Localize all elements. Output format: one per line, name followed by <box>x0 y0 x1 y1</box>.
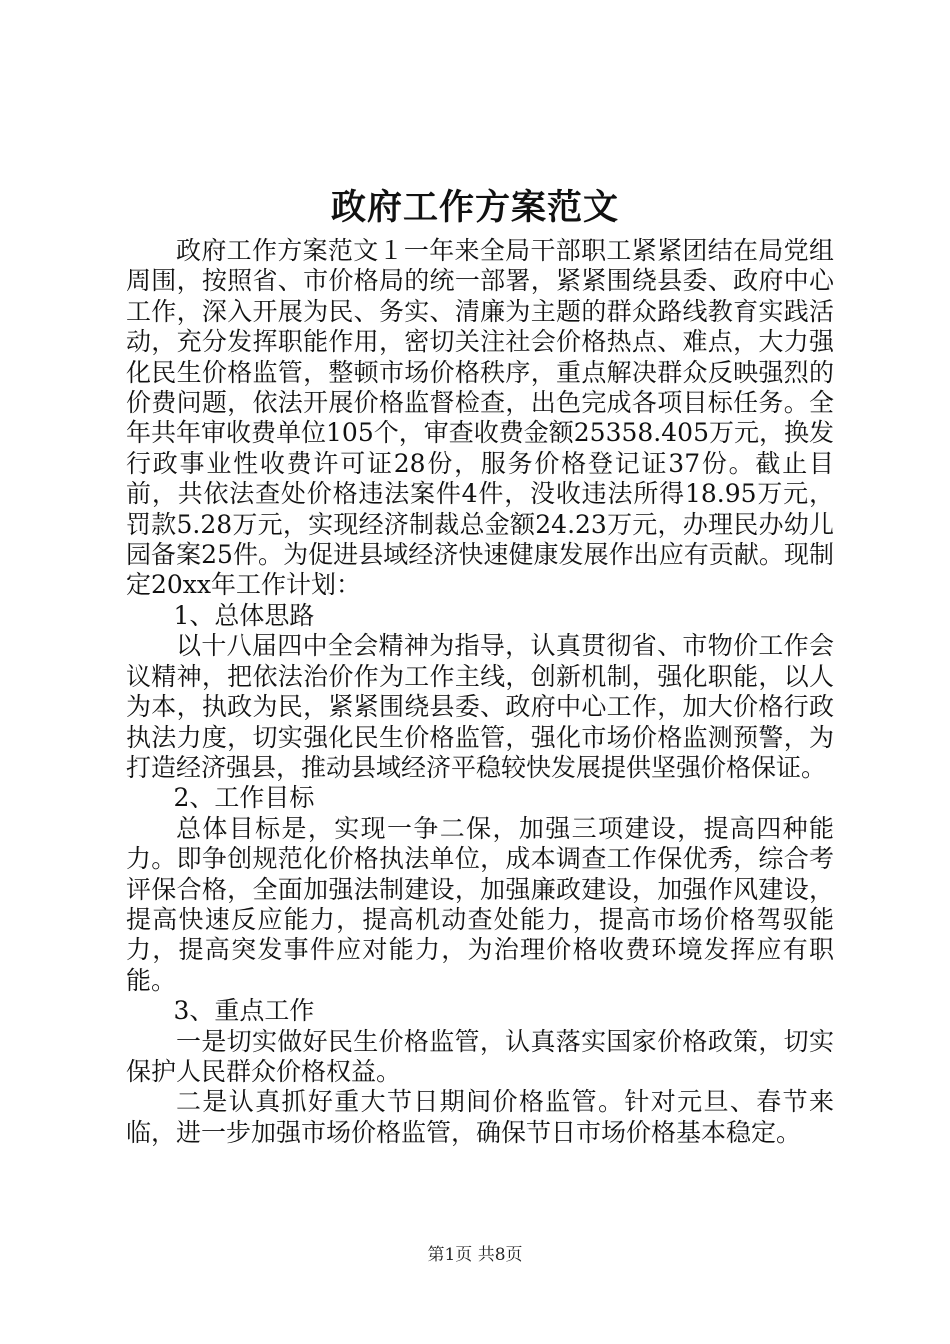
section-heading-work-goals: 2、工作目标 <box>173 783 315 813</box>
paragraph-key-work-1: 一是切实做好民生价格监管，认真落实国家价格政策，切实保护人民群众价格权益。 <box>126 1026 834 1086</box>
document-title: 政府工作方案范文 <box>330 187 619 228</box>
paragraph-key-work-2: 二是认真抓好重大节日期间价格监管。针对元旦、春节来临，进一步加强市场价格监管，确保节日市场价格基本稳定。 <box>126 1087 834 1147</box>
paragraph-work-goals: 总体目标是，实现一争二保，加强三项建设，提高四种能力。即争创规范化价格执法单位，成本调查工作保优秀，综合考评保合格，全面加强法制建设，加强廉政建设，加强作风建设，提高快速反应能力，提高机动查处能力，提高市场价格驾驭能力，提高突发事件应对能力，为治理价格收费环境发挥应有职能。 <box>126 813 834 995</box>
paragraph-overall-approach: 以十八届四中全会精神为指导，认真贯彻省、市物价工作会议精神，把依法治价作为工作主线，创新机制，强化职能，以人为本，执政为民，紧紧围绕县委、政府中心工作，加大价格行政执法力度，切实强化民生价格监管，强化市场价格监测预警，为打造经济强县，推动县域经济平稳较快发展提供坚强价格保证。 <box>126 631 834 782</box>
section-heading-overall-approach: 1、总体思路 <box>173 600 315 630</box>
paragraph-intro: 政府工作方案范文１一年来全局干部职工紧紧团结在局党组周围，按照省、市价格局的统一部署，紧紧围绕县委、政府中心工作，深入开展为民、务实、清廉为主题的群众路线教育实践活动，充分发挥职能作用，密切关注社会价格热点、难点，大力强化民生价格监管，整顿市场价格秩序，重点解决群众反映强烈的价费问题，依法开展价格监督检查，出色完成各项目标任务。全年共年审收费单位105个，审查收费金额25358.405万元，换发行政事业性收费许可证28份，服务价格登记证37份。截止目前，共依法查处价格违法案件4件，没收违法所得18.95万元，罚款5.28万元，实现经济制裁总金额24.23万元，办理民办幼儿园备案25件。为促进县域经济快速健康发展作出应有贡献。现制定20xx年工作计划： <box>126 236 834 600</box>
document-body <box>126 236 834 1148</box>
section-heading-key-work: 3、重点工作 <box>173 996 315 1026</box>
page-number-footer: 第1页 共8页 <box>427 1245 523 1265</box>
